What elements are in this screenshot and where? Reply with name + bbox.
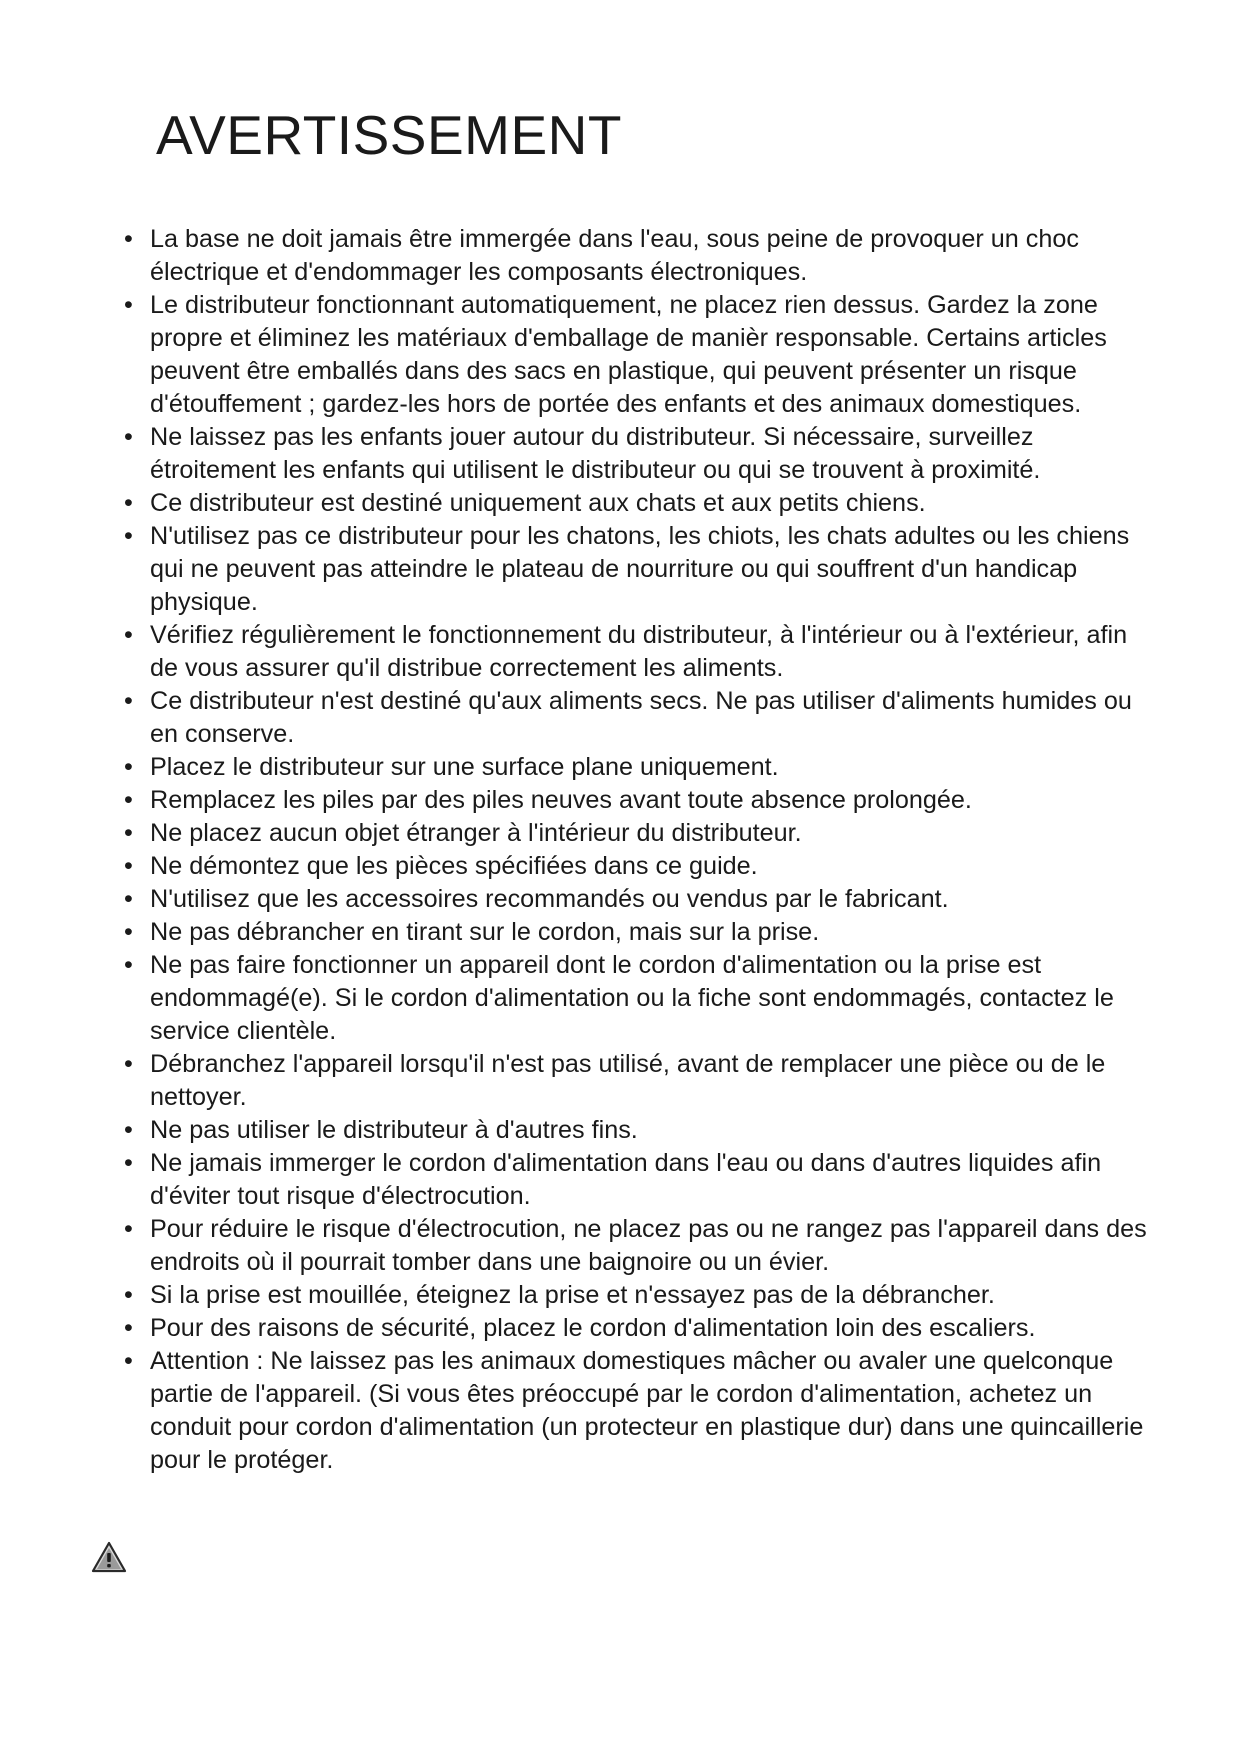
bullet: • xyxy=(124,1215,133,1243)
list-item xyxy=(122,883,1152,916)
list-item-text: Ne pas débrancher en tirant sur le cordon, mais sur la prise. xyxy=(150,918,820,946)
list-item-text: N'utilisez pas ce distributeur pour les chatons, les chiots, les chats adultes ou les chiens qui ne peuvent pas atteindre le plateau de nourriture ou qui souffrent d'un handicap physique. xyxy=(150,522,1130,616)
list-item xyxy=(122,1048,1152,1114)
list-item-text: Ne pas utiliser le distributeur à d'autres fins. xyxy=(150,1116,638,1144)
list-item-text: Placez le distributeur sur une surface plane uniquement. xyxy=(150,753,779,781)
bullet: • xyxy=(124,852,133,880)
list-item xyxy=(122,487,1152,520)
list-item xyxy=(122,1114,1152,1147)
list-item xyxy=(122,223,1152,289)
list-item xyxy=(122,685,1152,751)
page-title: AVERTISSEMENT xyxy=(156,104,622,166)
list-item-text: Ce distributeur n'est destiné qu'aux aliments secs. Ne pas utiliser d'aliments humides ou en conserve. xyxy=(150,687,1132,748)
bullet: • xyxy=(124,621,133,649)
list-item-text: Remplacez les piles par des piles neuves avant toute absence prolongée. xyxy=(150,786,972,814)
bullet: • xyxy=(124,753,133,781)
list-item xyxy=(122,520,1152,619)
list-item xyxy=(122,1147,1152,1213)
list-item xyxy=(122,1312,1152,1345)
list-item-text: Ne jamais immerger le cordon d'alimentation dans l'eau ou dans d'autres liquides afin d'éviter tout risque d'électrocution. xyxy=(150,1149,1102,1210)
list-item xyxy=(122,1213,1152,1279)
list-item-text: Ne démontez que les pièces spécifiées dans ce guide. xyxy=(150,852,758,880)
list-item xyxy=(122,916,1152,949)
list-item-text: Ne placez aucun objet étranger à l'intérieur du distributeur. xyxy=(150,819,802,847)
bullet: • xyxy=(124,1050,133,1078)
list-item-text: Débranchez l'appareil lorsqu'il n'est pas utilisé, avant de remplacer une pièce ou de le nettoyer. xyxy=(150,1050,1106,1111)
bullet: • xyxy=(124,1314,133,1342)
list-item-text: Ne pas faire fonctionner un appareil dont le cordon d'alimentation ou la prise est endommagé(e). Si le cordon d'alimentation ou la fiche sont endommagés, contactez le service clientèle. xyxy=(150,951,1114,1045)
list-item-attention xyxy=(122,1345,1152,1477)
list-item xyxy=(122,751,1152,784)
bullet: • xyxy=(124,951,133,979)
bullet: • xyxy=(124,423,133,451)
list-item-text: Vérifiez régulièrement le fonctionnement du distributeur, à l'intérieur ou à l'extérieur, afin de vous assurer qu'il distribue correctement les aliments. xyxy=(150,621,1128,682)
list-item xyxy=(122,850,1152,883)
bullet: • xyxy=(124,1149,133,1177)
list-item-text: Pour réduire le risque d'électrocution, ne placez pas ou ne rangez pas l'appareil dans des endroits où il pourrait tomber dans une baignoire ou un évier. xyxy=(150,1215,1147,1276)
bullet: • xyxy=(124,918,133,946)
list-item-text: Ne laissez pas les enfants jouer autour du distributeur. Si nécessaire, surveillez étroitement les enfants qui utilisent le distributeur ou qui se trouvent à proximité. xyxy=(150,423,1041,484)
list-item xyxy=(122,421,1152,487)
list-item-text: Le distributeur fonctionnant automatiquement, ne placez rien dessus. Gardez la zone propre et éliminez les matériaux d'emballage de manièr responsable. Certains articles peuvent être emballés dans des sacs en plastique, qui peuvent présenter un risque d'étouffement ; gardez-les hors de portée des enfants et des animaux domestiques. xyxy=(150,291,1107,418)
list-item xyxy=(122,1279,1152,1312)
list-item xyxy=(122,817,1152,850)
bullet: • xyxy=(124,1347,133,1375)
list-item-text: Attention : Ne laissez pas les animaux domestiques mâcher ou avaler une quelconque partie de l'appareil. (Si vous êtes préoccupé par le cordon d'alimentation, achetez un conduit pour cordon d'alimentation (un protecteur en plastique dur) dans une quincaillerie pour le protéger. xyxy=(150,1347,1144,1474)
warning-list xyxy=(122,223,1152,1477)
bullet: • xyxy=(124,522,133,550)
bullet: • xyxy=(124,687,133,715)
list-item-text: La base ne doit jamais être immergée dans l'eau, sous peine de provoquer un choc électrique et d'endommager les composants électroniques. xyxy=(150,225,1079,286)
bullet: • xyxy=(124,819,133,847)
list-item xyxy=(122,949,1152,1048)
list-item-text: Pour des raisons de sécurité, placez le cordon d'alimentation loin des escaliers. xyxy=(150,1314,1036,1342)
list-item-text: N'utilisez que les accessoires recommandés ou vendus par le fabricant. xyxy=(150,885,949,913)
list-item xyxy=(122,784,1152,817)
warning-triangle-icon xyxy=(91,1541,127,1573)
bullet: • xyxy=(124,291,133,319)
bullet: • xyxy=(124,1281,133,1309)
list-item xyxy=(122,289,1152,421)
bullet: • xyxy=(124,786,133,814)
list-item-text: Ce distributeur est destiné uniquement aux chats et aux petits chiens. xyxy=(150,489,926,517)
list-item-text: Si la prise est mouillée, éteignez la prise et n'essayez pas de la débrancher. xyxy=(150,1281,995,1309)
bullet: • xyxy=(124,489,133,517)
bullet: • xyxy=(124,1116,133,1144)
list-item xyxy=(122,619,1152,685)
bullet: • xyxy=(124,885,133,913)
bullet: • xyxy=(124,225,133,253)
